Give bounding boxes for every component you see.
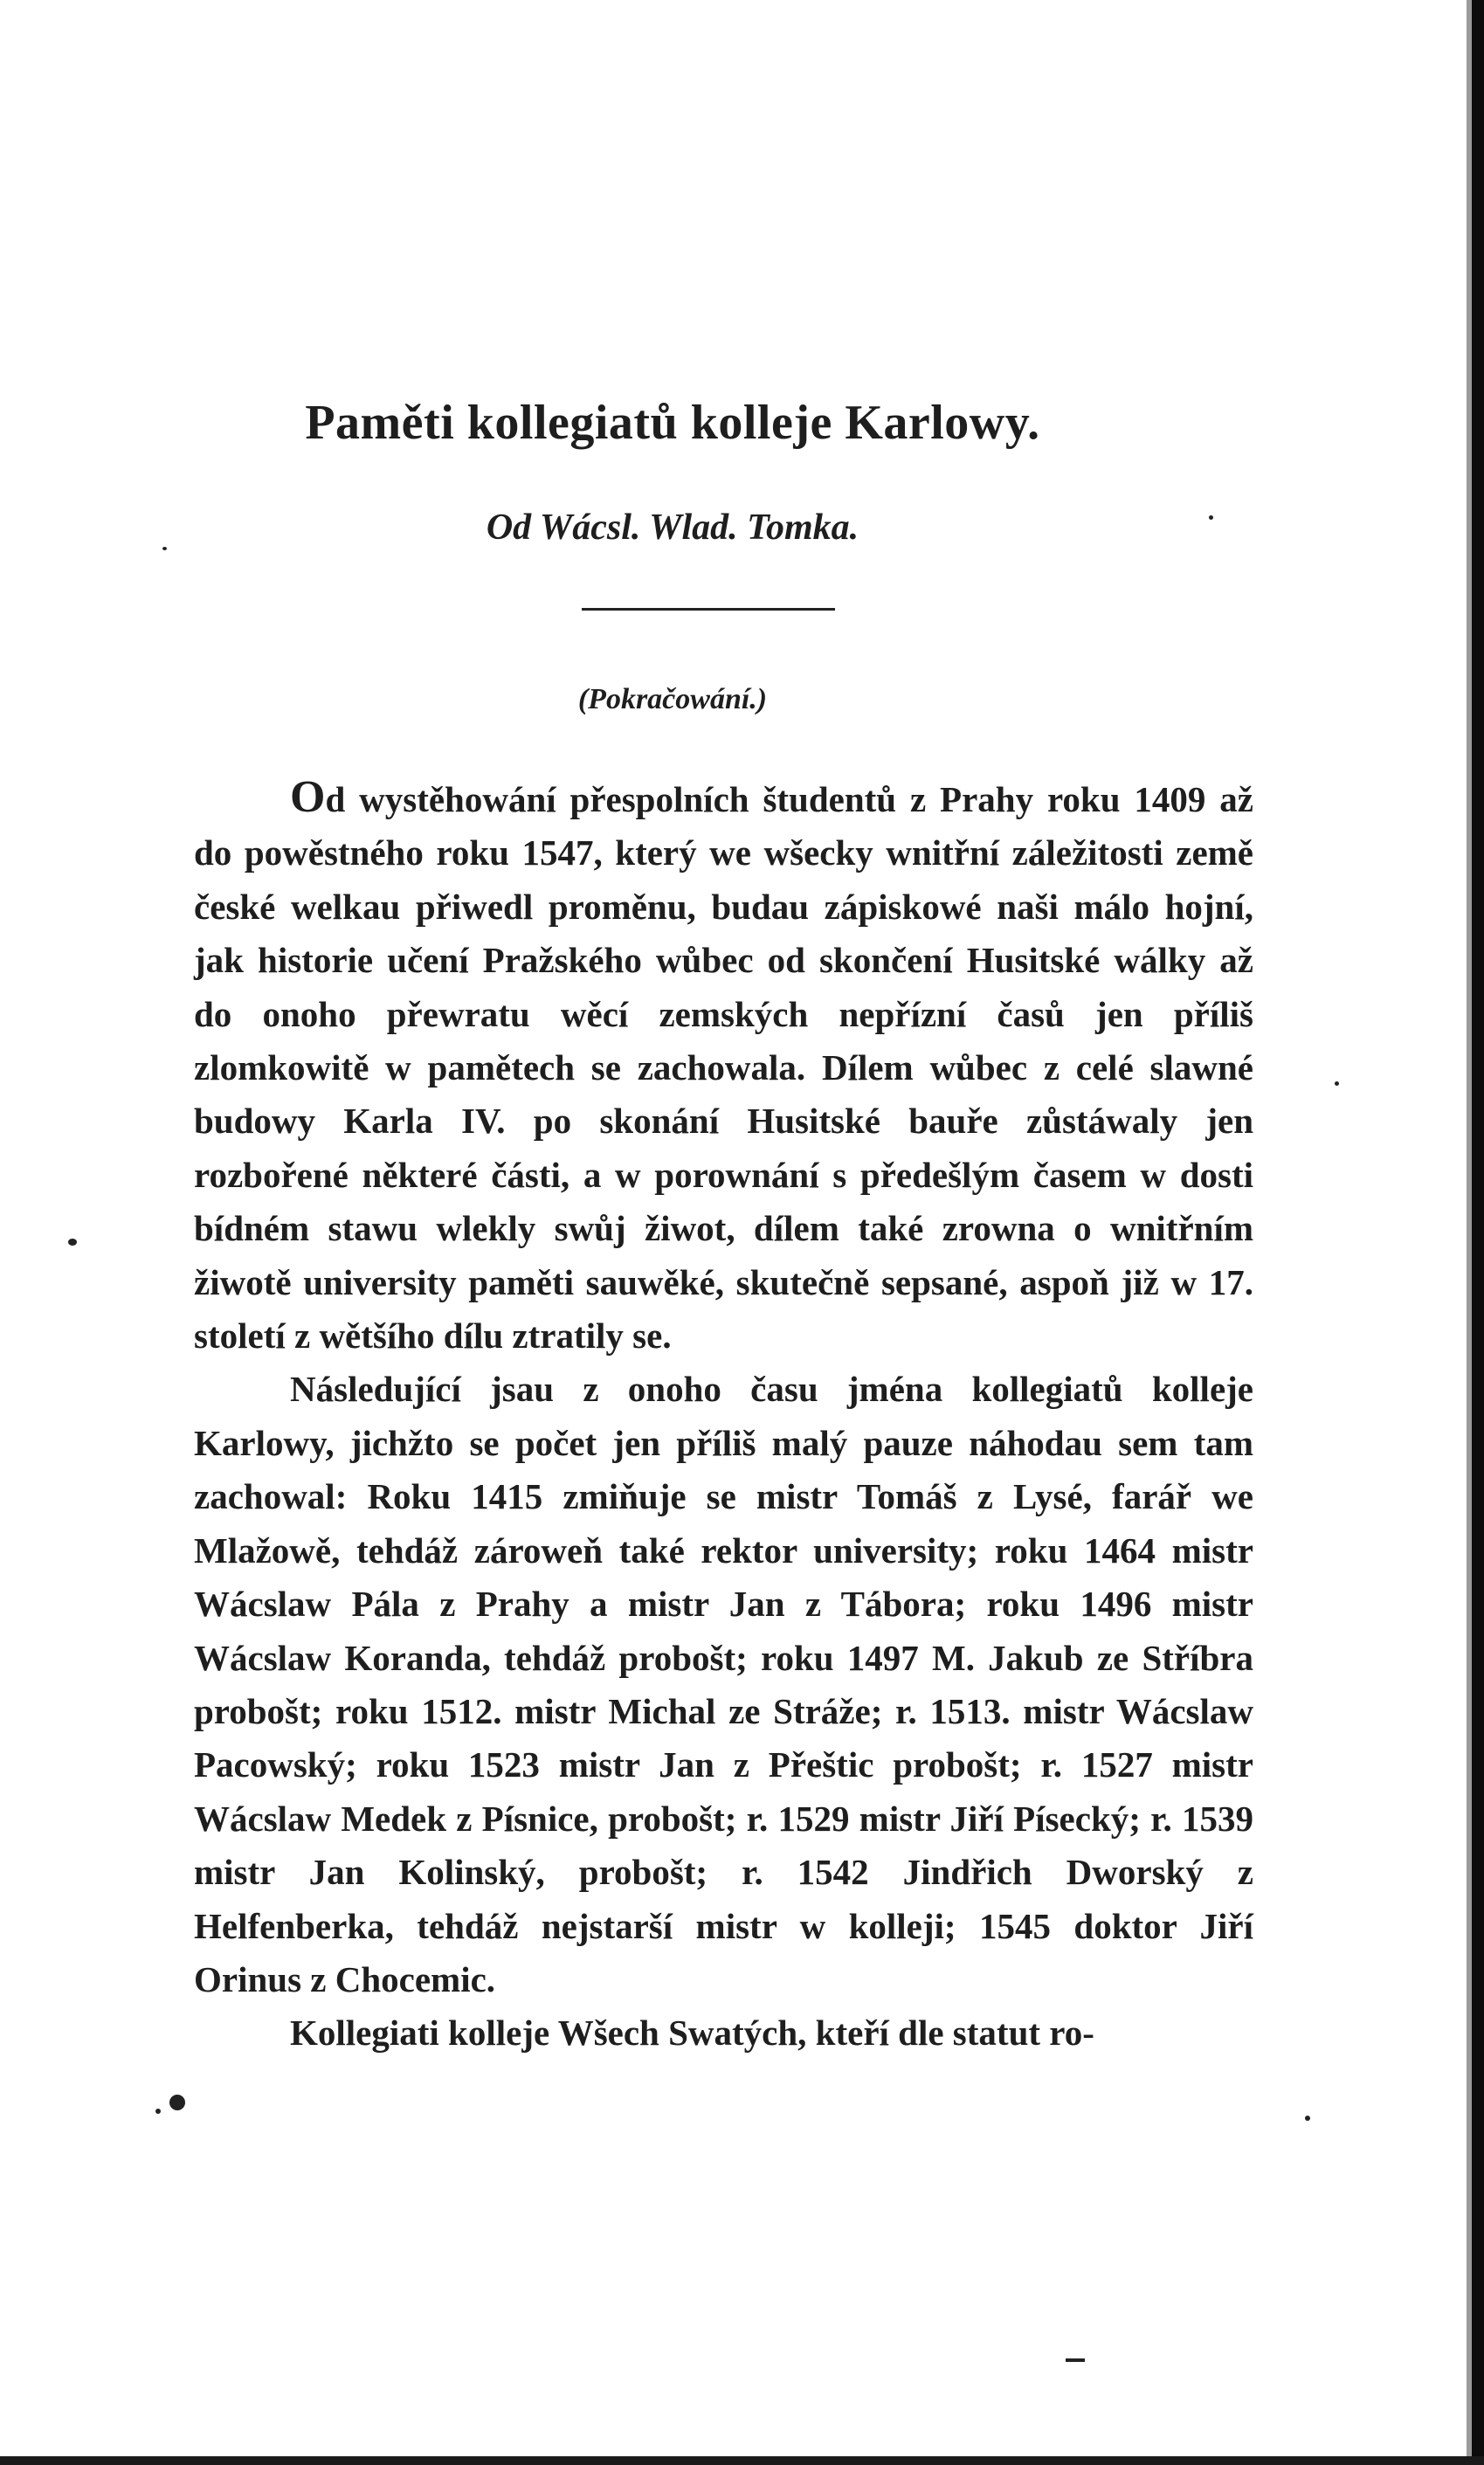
page-edge (1472, 0, 1484, 2465)
scan-speck (68, 1239, 77, 1246)
paragraph-3: Kollegiati kolleje Wšech Swatých, kteří dle statut ro- (290, 2013, 1094, 2054)
page-mark (1066, 2358, 1085, 2362)
scan-speck (1335, 1081, 1339, 1086)
scan-speck (169, 2095, 185, 2110)
scan-speck (1305, 2116, 1310, 2121)
paragraph-1-initial: O (290, 772, 326, 822)
title-divider (582, 608, 835, 611)
paragraph-1 (194, 770, 1253, 1363)
bottom-edge (0, 2456, 1484, 2465)
paragraph-2: Následující jsau z onoho času jména kollegiatů kolleje Karlowy, jichžto se počet jen příliš malý pauze náhodau sem tam zachowal: Roku 1415 zmiňuje se mistr Tomáš z Lysé, farář we Mlažowě, tehdáž zároweň také rektor university; roku 1464 mistr Wácslaw Pála z Prahy a mistr Jan z Tábora; roku 1496 mistr Wácslaw Koranda, tehdáž probošt; roku 1497 M. Jakub ze Stříbra probošt; roku 1512. mistr Michal ze Stráže; r. 1513. mistr Wácslaw Pacowský; roku 1523 mistr Jan z Přeštic probošt; r. 1527 mistr Wácslaw Medek z Písnice, probošt; r. 1529 mistr Jiří Písecký; r. 1539 mistr Jan Kolinský, probošt; r. 1542 Jindřich Dworský z Helfenberka, tehdáž nejstarší mistr w kolleji; 1545 doktor Jiří Orinus z Chocemic. (194, 1369, 1253, 1999)
scan-speck (1209, 515, 1213, 520)
scan-speck (162, 547, 167, 550)
paragraph-1-text: d wystěhowání přespolních študentů z Prahy roku 1409 až do powěstného roku 1547, který we wšecky wnitřní záležitosti země české welkau přiwedl proměnu, budau zápiskowé naši málo hojní, jak historie učení Pražského wůbec od skončení Husitské wálky až do onoho přewratu wěcí zemských nepřízní časů jen příliš zlomkowitě w pamětech se zachowala. Dílem wůbec z celé slawné budowy Karla IV. po skonání Husitské bauře zůstáwaly jen rozbořené některé části, a w porownání s předešlým časem w dosti bídném stawu wlekly swůj žiwot, dílem také zrowna o wnitřním žiwotě university paměti sauwěké, skutečně sepsané, aspoň již w 17. století z wětšího dílu ztratily se. (194, 779, 1253, 1357)
article-author: Od Wácsl. Wlad. Tomka. (486, 508, 859, 548)
continuation-note: (Pokračowání.) (577, 683, 768, 715)
scan-speck (155, 2109, 161, 2114)
article-body (194, 770, 1253, 2061)
article-title: Paměti kollegiatů kolleje Karlowy. (305, 396, 1040, 450)
